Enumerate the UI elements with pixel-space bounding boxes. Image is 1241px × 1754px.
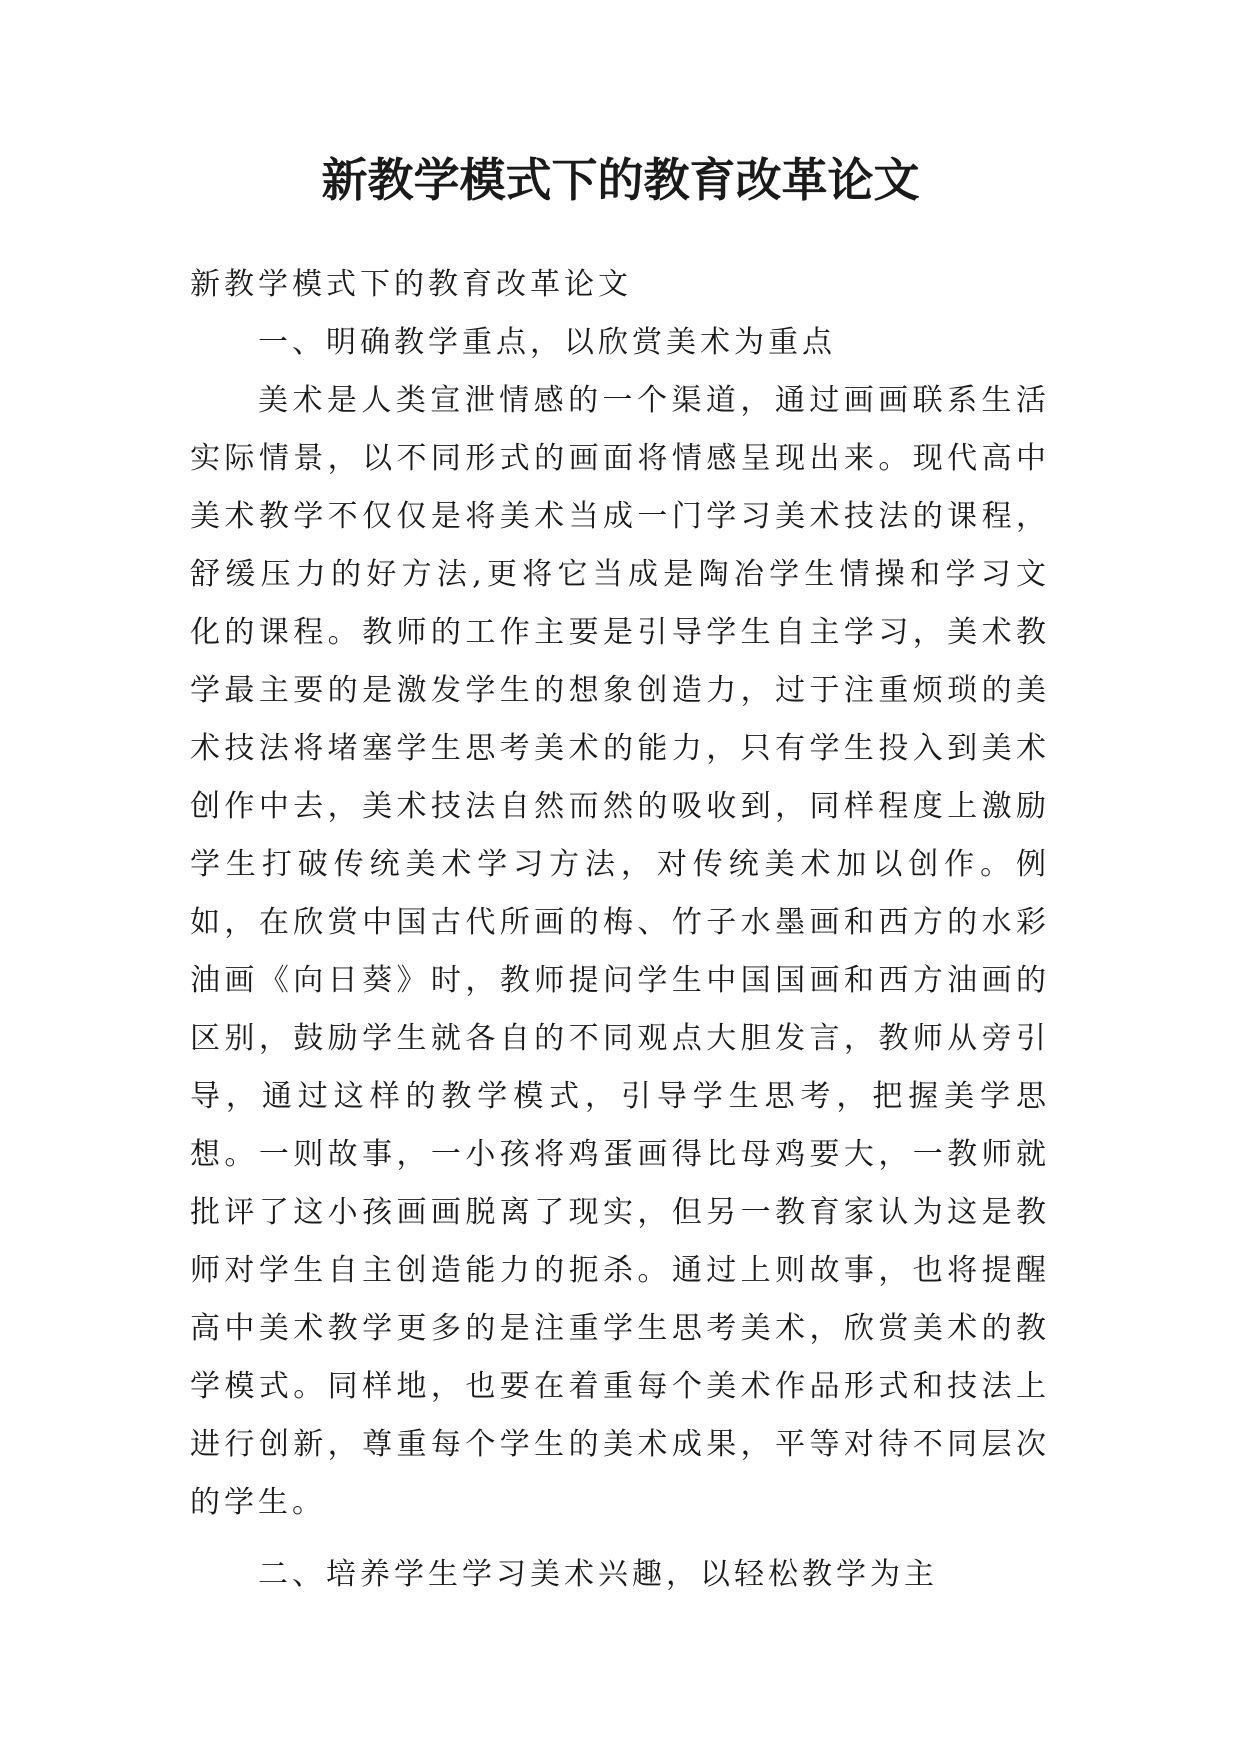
section-1-heading: 一、明确教学重点，以欣赏美术为重点 [258, 325, 836, 360]
section-2-heading: 二、培养学生学习美术兴趣，以轻松教学为主 [258, 1557, 938, 1592]
section-1-paragraph: 美术是人类宣泄情感的一个渠道，通过画画联系生活实际情景，以不同形式的画面将情感呈现出来。现代高中美术教学不仅仅是将美术当成一门学习美术技法的课程，舒缓压力的好方法,更将它当成是陶冶学生情操和学习文化的课程。教师的工作主要是引导学生自主学习，美术教学最主要的是激发学生的想象创造力，过于注重烦琐的美术技法将堵塞学生思考美术的能力，只有学生投入到美术创作中去，美术技法自然而然的吸收到，同样程度上激励学生打破传统美术学习方法，对传统美术加以创作。例如，在欣赏中国古代所画的梅、竹子水墨画和西方的水彩油画《向日葵》时，教师提问学生中国国画和西方油画的区别，鼓励学生就各自的不同观点大胆发言，教师从旁引导，通过这样的教学模式，引导学生思考，把握美学思想。一则故事，一小孩将鸡蛋画得比母鸡要大，一教师就批评了这小孩画画脱离了现实，但另一教育家认为这是教师对学生自主创造能力的扼杀。通过上则故事，也将提醒高中美术教学更多的是注重学生思考美术，欣赏美术的教学模式。同样地，也要在着重每个美术作品形式和技法上进行创新，尊重每个学生的美术成果，平等对待不同层次的学生。 [190, 383, 1050, 1520]
document-body [190, 256, 1050, 1604]
document-subtitle: 新教学模式下的教育改革论文 [190, 267, 632, 302]
document-title: 新教学模式下的教育改革论文 [321, 153, 920, 207]
